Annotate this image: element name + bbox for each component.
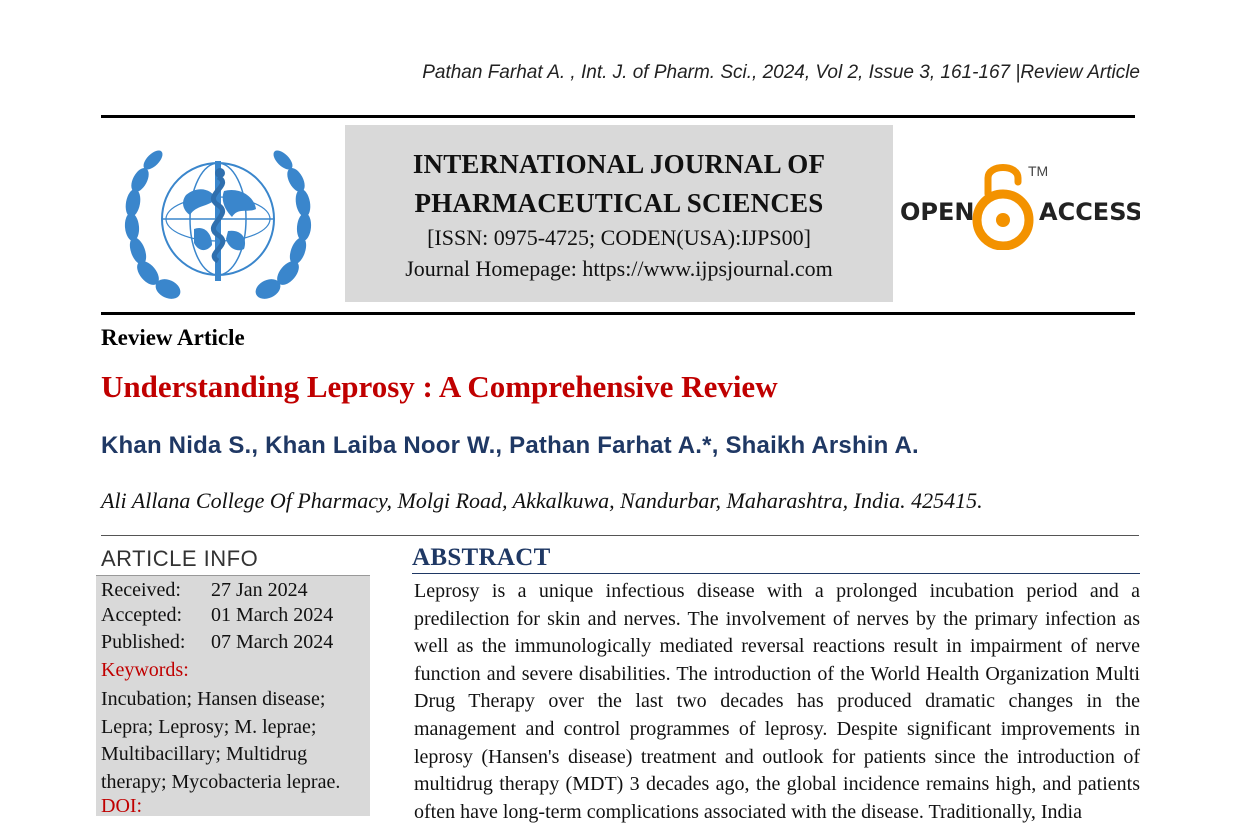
journal-issn: [ISSN: 0975-4725; CODEN(USA):IJPS00]: [427, 225, 811, 250]
who-emblem-icon: [116, 133, 320, 305]
article-info-box: [96, 575, 370, 816]
header-rule-top: [101, 115, 1135, 118]
journal-masthead: [345, 125, 893, 302]
doi-label: DOI:: [101, 795, 143, 817]
received-date: 27 Jan 2024: [211, 579, 308, 601]
header-rule-bottom: [101, 312, 1135, 315]
section-divider: [101, 535, 1139, 536]
article-affiliation: Ali Allana College Of Pharmacy, Molgi Road, Akkalkuwa, Nandurbar, Maharashtra, India. 425415.: [101, 488, 983, 513]
accepted-row: [101, 604, 333, 627]
published-date: 07 March 2024: [211, 631, 334, 653]
abstract-heading-rule: [412, 573, 1140, 574]
abstract-text: Leprosy is a unique infectious disease with a prolonged incubation period and a predilection for skin and nerves. The involvement of nerves by the primary infection as well as the immunologically mediated reversal reactions result in impairment of nerve function and severe disabilities. The introduction of the World Health Organization Multi Drug Therapy over the last two decades has produced dramatic changes in the management and control programmes of leprosy. Despite significant improvements in leprosy (Hansen's disease) treatment and outlook for patients since the introduction of multidrug therapy (MDT) 3 decades ago, the global incidence remains high, and patients often have long-term complications associated with the disease. Traditionally, India: [414, 580, 1140, 823]
abstract-heading: ABSTRACT: [412, 544, 551, 571]
published-row: [101, 631, 333, 654]
accepted-date: 01 March 2024: [211, 604, 334, 626]
open-access-logo: [900, 158, 1140, 250]
open-access-lock-icon: [977, 168, 1029, 247]
article-title: Understanding Leprosy : A Comprehensive Review: [101, 369, 778, 404]
article-authors: Khan Nida S., Khan Laiba Noor W., Pathan Farhat A.*, Shaikh Arshin A.: [101, 432, 919, 459]
keywords-list: Incubation; Hansen disease; Lepra; Leprosy; M. leprae; Multibacillary; Multidrug therapy; Mycobacteria leprae.: [101, 688, 341, 793]
accepted-label: Accepted:: [101, 604, 183, 626]
running-head: Pathan Farhat A. , Int. J. of Pharm. Sci., 2024, Vol 2, Issue 3, 161-167 |Review Article: [422, 62, 1140, 83]
article-type: Review Article: [101, 325, 245, 350]
keywords-label: Keywords:: [101, 659, 189, 681]
received-row: [101, 579, 308, 602]
article-info-heading: ARTICLE INFO: [101, 546, 259, 571]
trademark-mark: TM: [1028, 163, 1049, 179]
open-access-left-text: OPEN: [900, 198, 975, 226]
published-label: Published:: [101, 631, 186, 653]
journal-homepage-link[interactable]: Journal Homepage: https://www.ijpsjournal.com: [405, 256, 833, 281]
open-access-right-text: ACCESS: [1039, 198, 1140, 226]
journal-name: INTERNATIONAL JOURNAL OF PHARMACEUTICAL SCIENCES: [412, 149, 826, 218]
received-label: Received:: [101, 579, 181, 601]
